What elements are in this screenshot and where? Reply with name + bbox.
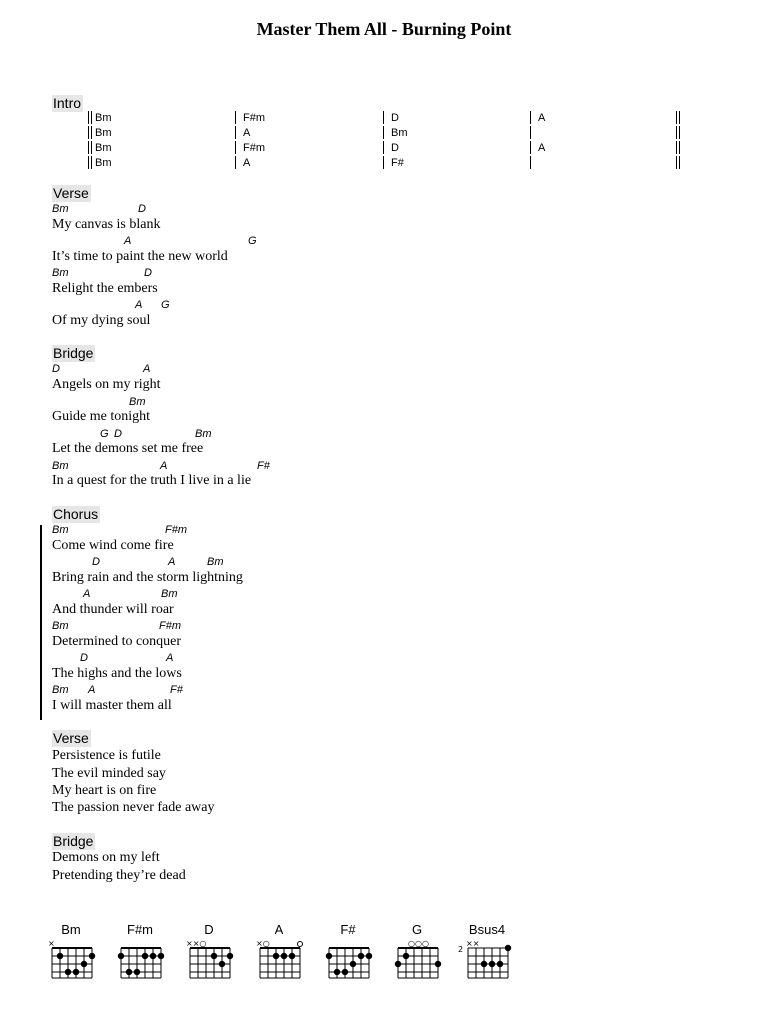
chord-symbol: A xyxy=(160,460,168,472)
barline xyxy=(383,156,384,169)
chord-symbol: F#m xyxy=(159,620,181,632)
barline xyxy=(91,126,92,139)
chord-symbol: D xyxy=(138,203,146,215)
barline xyxy=(679,126,680,139)
barline xyxy=(676,156,677,169)
section-verse-label: Verse xyxy=(53,185,89,201)
intro-chord: A xyxy=(538,142,546,154)
fret-number: 2 xyxy=(458,945,464,954)
chord-symbol: D xyxy=(52,363,60,375)
chord-symbol: F#m xyxy=(165,524,187,536)
barline xyxy=(88,126,89,139)
lyric-line: Relight the embers xyxy=(52,281,158,296)
barline xyxy=(530,111,531,124)
chord-symbol: G xyxy=(100,428,109,440)
barline xyxy=(383,111,384,124)
chord-symbol: A xyxy=(168,556,176,568)
barline xyxy=(91,111,92,124)
chord-symbol: Bm xyxy=(161,588,178,600)
barline xyxy=(235,126,236,139)
diagram-name: F#m xyxy=(127,922,153,937)
intro-chord: Bm xyxy=(95,142,112,154)
barline xyxy=(88,111,89,124)
diagram-name: Bm xyxy=(61,922,81,937)
diagram-name: G xyxy=(411,922,423,937)
chord-symbol: A xyxy=(83,588,91,600)
barline xyxy=(679,156,680,169)
intro-chord: Bm xyxy=(95,112,112,124)
intro-chord: F#m xyxy=(243,112,265,124)
lyric-line: Demons on my left xyxy=(52,850,160,865)
lyric-line: The passion never fade away xyxy=(52,800,215,815)
open-marker: ○○○ xyxy=(408,939,429,948)
lyric-line: I will master them all xyxy=(52,698,172,713)
lyric-line: It’s time to paint the new world xyxy=(52,249,228,264)
lyric-line: Bring rain and the storm lightning xyxy=(52,570,243,585)
chord-symbol: G xyxy=(161,299,170,311)
lyric-line: In a quest for the truth I live in a lie xyxy=(52,473,252,488)
intro-chord: A xyxy=(243,157,251,169)
intro-chord: Bm xyxy=(95,157,112,169)
lyric-line: Determined to conquer xyxy=(52,634,182,649)
chord-symbol: Bm xyxy=(195,428,212,440)
chord-diagram-fsm xyxy=(117,938,167,980)
barline xyxy=(88,141,89,154)
barline xyxy=(676,126,677,139)
section-intro-label: Intro xyxy=(53,95,82,111)
barline xyxy=(91,156,92,169)
barline xyxy=(91,141,92,154)
chord-symbol: A xyxy=(135,299,143,311)
barline xyxy=(679,141,680,154)
chord-symbol: Bm xyxy=(52,267,69,279)
barline xyxy=(676,141,677,154)
chord-diagram-a xyxy=(256,938,306,980)
section-verse-label: Verse xyxy=(53,730,89,746)
lyric-line: Of my dying soul xyxy=(52,313,151,328)
chord-symbol: Bm xyxy=(52,620,69,632)
lyric-line: My canvas is blank xyxy=(52,217,161,232)
intro-chord: A xyxy=(243,127,251,139)
diagram-name: D xyxy=(204,922,214,937)
barline xyxy=(383,141,384,154)
intro-chord: D xyxy=(391,142,399,154)
chorus-marker-bar xyxy=(40,525,42,720)
chord-diagram-fs xyxy=(325,938,375,980)
lyric-line: The evil minded say xyxy=(52,766,166,781)
intro-chord: F# xyxy=(391,157,404,169)
lyric-line: My heart is on fire xyxy=(52,783,157,798)
chord-symbol: Bm xyxy=(129,396,146,408)
muted-marker: ×× xyxy=(466,939,480,948)
section-bridge-label: Bridge xyxy=(53,345,94,361)
chord-symbol: Bm xyxy=(207,556,224,568)
lyric-line: Let the demons set me free xyxy=(52,441,204,456)
intro-chord: Bm xyxy=(95,127,112,139)
chord-diagram-g xyxy=(394,938,444,980)
barline xyxy=(235,111,236,124)
chord-symbol: F# xyxy=(257,460,270,472)
lyric-line: Pretending they’re dead xyxy=(52,868,186,883)
barline xyxy=(530,141,531,154)
barline xyxy=(679,111,680,124)
barline xyxy=(383,126,384,139)
barline xyxy=(88,156,89,169)
muted-marker: ×○ xyxy=(256,939,270,948)
chord-symbol: Bm xyxy=(52,524,69,536)
chord-symbol: A xyxy=(88,684,96,696)
intro-chord: A xyxy=(538,112,546,124)
section-chorus-label: Chorus xyxy=(53,506,99,522)
intro-chord: F#m xyxy=(243,142,265,154)
chord-diagram-bm xyxy=(48,938,98,980)
intro-chord: D xyxy=(391,112,399,124)
chord-symbol: Bm xyxy=(52,460,69,472)
chord-diagram-d xyxy=(186,938,236,980)
barline xyxy=(530,156,531,169)
diagram-name: A xyxy=(274,922,284,937)
lyric-line: And thunder will roar xyxy=(52,602,174,617)
chord-symbol: Bm xyxy=(52,684,69,696)
chord-symbol: D xyxy=(114,428,122,440)
barline xyxy=(235,156,236,169)
diagram-name: Bsus4 xyxy=(468,922,506,937)
chord-symbol: D xyxy=(92,556,100,568)
chord-symbol: A xyxy=(166,652,174,664)
intro-chord: Bm xyxy=(391,127,408,139)
muted-marker: × xyxy=(48,939,55,948)
barline xyxy=(530,126,531,139)
chord-symbol: D xyxy=(80,652,88,664)
section-bridge-label: Bridge xyxy=(53,833,94,849)
barline xyxy=(676,111,677,124)
muted-marker: ××○ xyxy=(186,939,207,948)
song-title: Master Them All - Burning Point xyxy=(256,19,512,39)
chord-symbol: A xyxy=(124,235,132,247)
chord-symbol: D xyxy=(144,267,152,279)
barline xyxy=(235,141,236,154)
chord-diagram-bsus4 xyxy=(458,938,514,980)
chord-symbol: G xyxy=(248,235,257,247)
lyric-line: Come wind come fire xyxy=(52,538,174,553)
lyric-line: Guide me tonight xyxy=(52,409,150,424)
lyric-line: The highs and the lows xyxy=(52,666,182,681)
lyric-line: Persistence is futile xyxy=(52,748,161,763)
chord-symbol: Bm xyxy=(52,203,69,215)
lyric-line: Angels on my right xyxy=(52,377,161,392)
diagram-name: F# xyxy=(340,922,356,937)
chord-symbol: F# xyxy=(170,684,183,696)
chord-symbol: A xyxy=(143,363,151,375)
